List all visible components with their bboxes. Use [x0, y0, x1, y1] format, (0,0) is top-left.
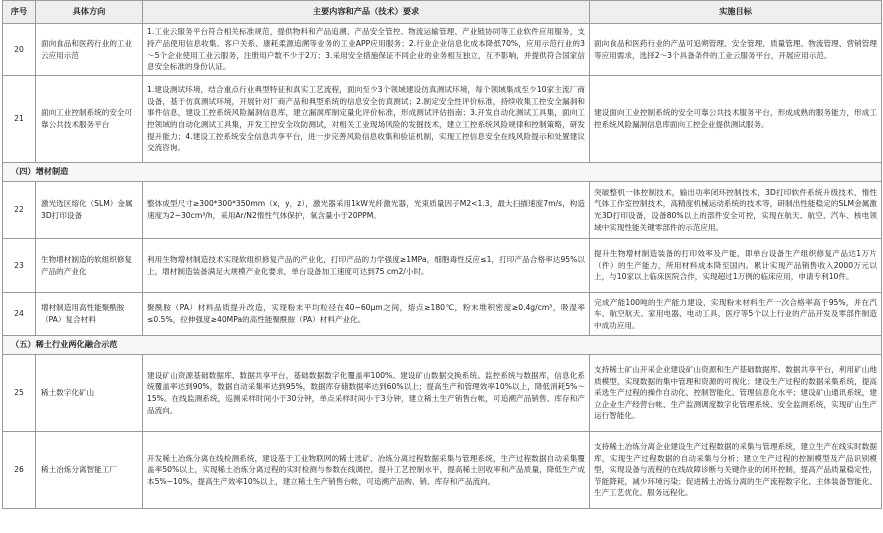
- row-number: 20: [3, 24, 36, 76]
- row-goals: 建设面向工业控制系统的安全可靠公共技术服务平台，形成成熟的服务能力，形成工控系统风险漏洞信息库面向工控企业提供测试服务。: [590, 76, 882, 163]
- row-direction: 稀土冶炼分离智能工厂: [36, 432, 143, 509]
- header-row: [3, 1, 882, 24]
- row-goals: 支持稀土冶炼分离企业建设生产过程数据的采集与管理系统，建立生产在线实时数据库，实现生产过程数据的自动采集与分析；建立生产过程的控制模型及产品识别模型，实现设备与流程的在线故障诊断与关键作业的闭环控制，提高产品质量稳定性，节能降耗，减少环境污染；促进稀土冶炼分离的生产流程数字化、主体装备智能化、生产工艺优化、服务远程化。: [590, 432, 882, 509]
- row-direction: 生物增材制造的软组织修复产品的产业化: [36, 239, 143, 293]
- row-number: 25: [3, 355, 36, 432]
- row-number: 22: [3, 182, 36, 239]
- row-direction: 面向食品和医药行业的工业云应用示范: [36, 24, 143, 76]
- row-direction: 面向工业控制系统的安全可靠公共技术服务平台: [36, 76, 143, 163]
- row-goals: 支持稀土矿山开采企业建设矿山资源和生产基础数据库、数据共享平台，利用矿山地质模型，实现数据的集中管理和资源的可视化；建设生产过程的数据采集系统，提高采选生产过程的操作自动化、控制智能化、管理信息化水平；建设矿山通讯系统，建立企业生产经营台帐、生产监测调度数字化管理系统、安全监测系统，实现矿山生产运行智能化。: [590, 355, 882, 432]
- header-goals: 实施目标: [590, 1, 882, 24]
- table-row: [3, 182, 882, 239]
- row-direction: 激光选区熔化（SLM）金属3D打印设备: [36, 182, 143, 239]
- table-row: [3, 293, 882, 336]
- table-row: [3, 432, 882, 509]
- header-seq: 序号: [3, 1, 36, 24]
- row-requirements: 1.建设测试环境，结合重点行业典型特征和真实工艺流程，面向至少3个领域建设仿真测试环境，每个领域集成至少10家主流厂商设备，基于仿真测试环境，开展针对厂商产品和典型系统的信息安全仿真测试；2.制定安全性评价标准，持续收集工控安全漏洞和事件信息，建设工控系统风险漏洞信息库，建立漏洞库制定量化评价标准，形成测试评估指南；3.开发自动化测试工具集，面向工控领域的自动化测试工具集，开发工控安全攻防测试，对相关工业现场风险的发掘技术，建立工控系统风险规律和控制策略，研发提升能力；4.建设工控系统安全信息共享平台，进一步完善风险信息收集和验证机制，实现工控信息安全在线风险提示和处置建议交流咨询。: [143, 76, 590, 163]
- section-title: （四）增材制造: [3, 163, 882, 182]
- project-table: [2, 0, 882, 509]
- row-direction: 稀土数字化矿山: [36, 355, 143, 432]
- row-number: 23: [3, 239, 36, 293]
- header-direction: 具体方向: [36, 1, 143, 24]
- table-row: [3, 24, 882, 76]
- table-row: [3, 239, 882, 293]
- row-requirements: 建设矿山资源基础数据库、数据共享平台，基础数据数字化覆盖率100%。建设矿山数据交换系统、监控系统与数据库，信息化系统覆盖率达到90%，数据自动采集率达到95%，数据库存储数据率达到60%以上；提高生产和管理效率10%以上，降低消耗5%～15%。在线监测系统，巡测采样时间小于30分钟，单点采样时间小于3分钟，建立稀土生产销售台帐，可追溯产品销售、库存和产品流向。: [143, 355, 590, 432]
- row-requirements: 聚酰胺（PA）材料品质提升改造，实现粉末平均粒径在40~60μm之间，熔点≥180℃，粉末堆积密度≥0.4g/cm³，吸湿率≤0.5%，拉伸强度≥40MPa的高性能聚酰胺（PA）材料产业化。: [143, 293, 590, 336]
- header-requirements: 主要内容和产品（技术）要求: [143, 1, 590, 24]
- section-row-additive-manufacturing: [3, 163, 882, 182]
- section-row-rare-earth: [3, 336, 882, 355]
- table-row: [3, 355, 882, 432]
- row-goals: 突破整机一体控制技术，输出功率闭环控制技术，3D打印软件系统升级技术，惰性气体工作室控制技术，高精度机械运动系统的技术等，研制出性能稳定的SLM金属激光3D打印设备，设备80%以上的部件安全可控，实现在航天、航空、汽车、核电领域中实现性能关键零部件的示范应用。: [590, 182, 882, 239]
- row-number: 21: [3, 76, 36, 163]
- row-goals: 提升生物增材制造装备的打印效率及产能，即单台设备生产组织修复产品达1万片（件）的生产能力，所用材料成本降至国内。累计实现产品销售收入2000万元以上，与10家以上临床医院合作，实现超过1万例的临床应用，申请专利10件。: [590, 239, 882, 293]
- table-row: [3, 76, 882, 163]
- row-requirements: 利用生物增材制造技术实现软组织修复产品的产业化，打印产品的力学强度≥1MPa，细胞毒性反应≤1，打印产品合格率达95%以上，增材制造装备满足大规模产业化要求，单台设备加工速度可达到75 cm2/小时。: [143, 239, 590, 293]
- row-requirements: 整体成型尺寸≥300*300*350mm（x，y，z），激光器采用1kW光纤激光器，光束质量因子M2<1.3，最大扫描速度7m/s，构造速度为2~30cm³/h，采用Ar/N2惰性气体保护，氧含量小于20PPM。: [143, 182, 590, 239]
- row-goals: 完成产能100吨的生产能力建设，实现粉末材料生产一次合格率高于95%，并在汽车、航空航天、家用电器、电动工具、医疗等5个以上行业的产品开发及零部件制造中成功应用。: [590, 293, 882, 336]
- row-requirements: 1.工业云服务平台符合相关标准规范，提供物料和产品追溯、产品安全管控、物流运输管理、产业链协同等工业软件应用服务，支持产品使用信息收集、客户关系、康耗柔源追溯等业务的工业APP应用服务；2.行业企业信息化成本降低70%，应用示范行业的3～5个企业使用工业云服务，注册用户数不少于2万；3.采用安全措施保证不同企业的业务相互独立，互不影响，并提供符合国家信息安全标准的身份认证。: [143, 24, 590, 76]
- section-title: （五）稀土行业两化融合示范: [3, 336, 882, 355]
- row-number: 24: [3, 293, 36, 336]
- row-requirements: 开发稀土冶炼分离在线检测系统，建设基于工业物联网的稀土选矿、冶炼分离过程数据采集与管理系统，生产过程数据自动采集覆盖率50%以上，实现稀土冶炼分离过程的实时检测与参数在线调控，提升工艺控制水平，提高稀土回收率和产品质量，降低生产成本5%~10%，提高生产效率10%以上，建立稀土生产销售台帐，可追溯产品购、销、库存和产品流向。: [143, 432, 590, 509]
- row-number: 26: [3, 432, 36, 509]
- row-goals: 面向食品和医药行业的产品可追朔管理、安全管理、质量管理、物流管理、营销管理等应用需求，选择2～3个具备条件的工业云服务平台，开展应用示范。: [590, 24, 882, 76]
- row-direction: 增材制造用高性能聚酰胺（PA）复合材料: [36, 293, 143, 336]
